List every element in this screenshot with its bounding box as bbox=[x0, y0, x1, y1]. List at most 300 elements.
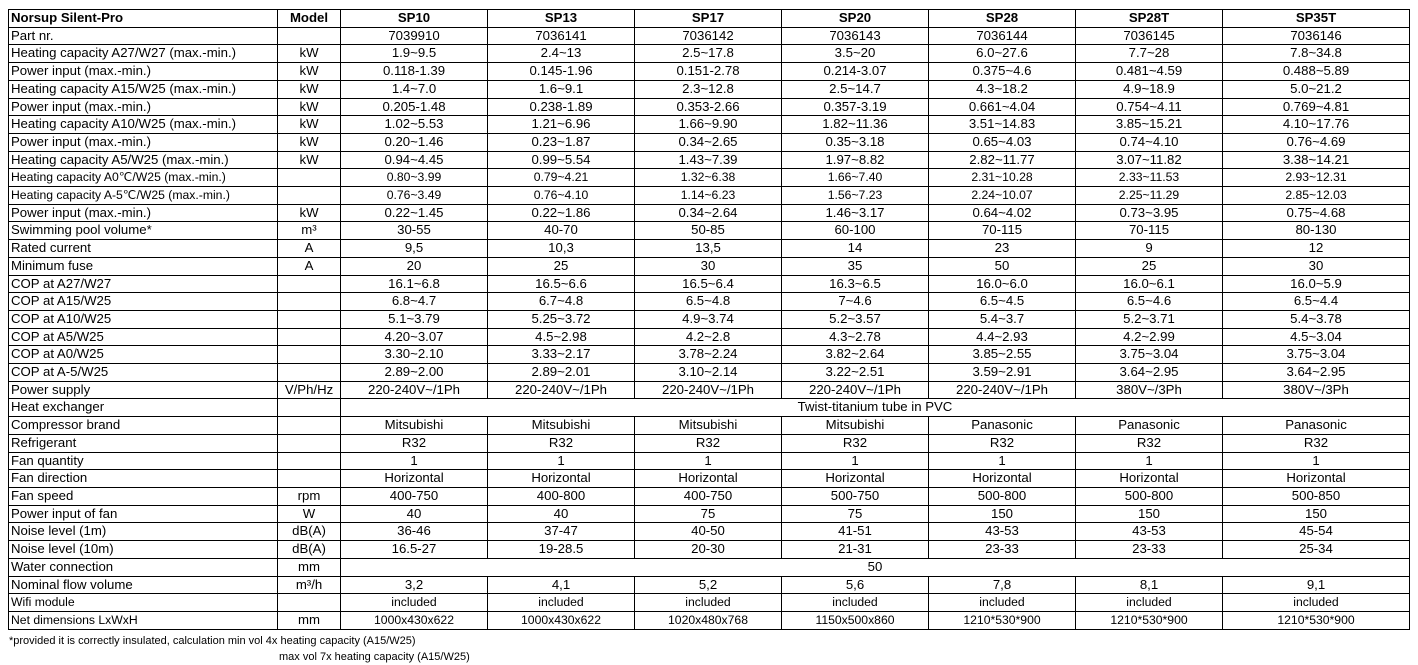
row-unit bbox=[278, 275, 341, 293]
value-cell: 6.5~4.5 bbox=[929, 293, 1076, 311]
value-cell: 13,5 bbox=[635, 240, 782, 258]
row-unit bbox=[278, 364, 341, 382]
row-label: Heating capacity A5/W25 (max.-min.) bbox=[9, 151, 278, 169]
model-header: Model bbox=[278, 10, 341, 28]
row-unit bbox=[278, 169, 341, 187]
table-row bbox=[9, 63, 1410, 81]
value-cell: 1000x430x622 bbox=[488, 611, 635, 629]
value-cell: 4,1 bbox=[488, 576, 635, 594]
value-cell: R32 bbox=[635, 434, 782, 452]
model-sp13: SP13 bbox=[488, 10, 635, 28]
value-cell: 20-30 bbox=[635, 541, 782, 559]
value-cell: 0.76~4.69 bbox=[1223, 133, 1410, 151]
value-cell: 1.66~9.90 bbox=[635, 116, 782, 134]
value-cell: 380V~/3Ph bbox=[1223, 381, 1410, 399]
table-row bbox=[9, 222, 1410, 240]
value-cell: 40 bbox=[488, 505, 635, 523]
value-cell: 0.22~1.45 bbox=[341, 204, 488, 222]
row-label: Noise level (1m) bbox=[9, 523, 278, 541]
value-cell: 4.2~2.8 bbox=[635, 328, 782, 346]
value-cell: included bbox=[929, 594, 1076, 612]
value-cell: 30 bbox=[1223, 257, 1410, 275]
value-cell: 5,6 bbox=[782, 576, 929, 594]
value-cell: 1 bbox=[1076, 452, 1223, 470]
value-cell: 8,1 bbox=[1076, 576, 1223, 594]
value-cell: 380V~/3Ph bbox=[1076, 381, 1223, 399]
value-cell: 21-31 bbox=[782, 541, 929, 559]
value-cell: 5.2~3.71 bbox=[1076, 310, 1223, 328]
value-cell: included bbox=[1223, 594, 1410, 612]
row-label: COP at A27/W27 bbox=[9, 275, 278, 293]
row-label: Minimum fuse bbox=[9, 257, 278, 275]
value-cell: 23-33 bbox=[1076, 541, 1223, 559]
value-cell: 3.85~15.21 bbox=[1076, 116, 1223, 134]
table-row bbox=[9, 328, 1410, 346]
row-unit: rpm bbox=[278, 487, 341, 505]
value-cell: 30 bbox=[635, 257, 782, 275]
row-unit bbox=[278, 470, 341, 488]
table-row bbox=[9, 381, 1410, 399]
value-cell: 2.89~2.01 bbox=[488, 364, 635, 382]
value-cell: 4.5~2.98 bbox=[488, 328, 635, 346]
row-unit: m³/h bbox=[278, 576, 341, 594]
value-cell: 150 bbox=[1076, 505, 1223, 523]
value-cell: 3.22~2.51 bbox=[782, 364, 929, 382]
value-cell: 0.73~3.95 bbox=[1076, 204, 1223, 222]
table-row bbox=[9, 594, 1410, 612]
value-cell: 9,1 bbox=[1223, 576, 1410, 594]
value-cell: 1.97~8.82 bbox=[782, 151, 929, 169]
value-cell: 5.1~3.79 bbox=[341, 310, 488, 328]
value-cell: Horizontal bbox=[782, 470, 929, 488]
row-unit bbox=[278, 187, 341, 205]
value-cell: 3.5~20 bbox=[782, 45, 929, 63]
table-row bbox=[9, 434, 1410, 452]
value-cell: 4.20~3.07 bbox=[341, 328, 488, 346]
value-cell: 0.20~1.46 bbox=[341, 133, 488, 151]
table-row bbox=[9, 346, 1410, 364]
row-unit: V/Ph/Hz bbox=[278, 381, 341, 399]
value-cell: 1 bbox=[929, 452, 1076, 470]
value-cell: 2.5~17.8 bbox=[635, 45, 782, 63]
value-cell: 500-750 bbox=[782, 487, 929, 505]
value-cell: 7036141 bbox=[488, 27, 635, 45]
value-cell: 16.5~6.6 bbox=[488, 275, 635, 293]
value-cell: 3.64~2.95 bbox=[1223, 364, 1410, 382]
row-unit: A bbox=[278, 240, 341, 258]
value-cell: 5.25~3.72 bbox=[488, 310, 635, 328]
value-cell: 6.5~4.4 bbox=[1223, 293, 1410, 311]
value-cell: 25-34 bbox=[1223, 541, 1410, 559]
value-cell: 4.2~2.99 bbox=[1076, 328, 1223, 346]
value-cell: 30-55 bbox=[341, 222, 488, 240]
row-label: COP at A5/W25 bbox=[9, 328, 278, 346]
value-cell: 2.3~12.8 bbox=[635, 80, 782, 98]
value-cell: 1.21~6.96 bbox=[488, 116, 635, 134]
table-row bbox=[9, 80, 1410, 98]
table-row bbox=[9, 116, 1410, 134]
value-cell: 4.10~17.76 bbox=[1223, 116, 1410, 134]
value-cell: 3.64~2.95 bbox=[1076, 364, 1223, 382]
value-cell: 7036142 bbox=[635, 27, 782, 45]
value-cell: 500-800 bbox=[1076, 487, 1223, 505]
value-cell: 4.5~3.04 bbox=[1223, 328, 1410, 346]
value-cell: 0.99~5.54 bbox=[488, 151, 635, 169]
row-unit: m³ bbox=[278, 222, 341, 240]
table-row bbox=[9, 541, 1410, 559]
table-row bbox=[9, 611, 1410, 629]
row-label: Heating capacity A27/W27 (max.-min.) bbox=[9, 45, 278, 63]
value-cell: 16.1~6.8 bbox=[341, 275, 488, 293]
value-cell: 5.0~21.2 bbox=[1223, 80, 1410, 98]
value-cell: 0.353-2.66 bbox=[635, 98, 782, 116]
row-label: COP at A15/W25 bbox=[9, 293, 278, 311]
value-cell: 70-115 bbox=[929, 222, 1076, 240]
table-row bbox=[9, 452, 1410, 470]
value-cell: 0.76~4.10 bbox=[488, 187, 635, 205]
row-label: Heating capacity A10/W25 (max.-min.) bbox=[9, 116, 278, 134]
value-cell: 7.7~28 bbox=[1076, 45, 1223, 63]
value-cell: 2.82~11.77 bbox=[929, 151, 1076, 169]
footnote-line-1: *provided it is correctly insulated, calculation min vol 4x heating capacity (A15/W25) bbox=[9, 635, 416, 647]
row-unit: W bbox=[278, 505, 341, 523]
table-row bbox=[9, 399, 1410, 417]
row-unit: kW bbox=[278, 151, 341, 169]
row-unit: kW bbox=[278, 63, 341, 81]
spec-body bbox=[9, 27, 1410, 629]
value-cell: 3.85~2.55 bbox=[929, 346, 1076, 364]
value-cell: 1 bbox=[782, 452, 929, 470]
value-cell: 0.23~1.87 bbox=[488, 133, 635, 151]
row-label: Wifi module bbox=[9, 594, 278, 612]
value-cell: 400-750 bbox=[341, 487, 488, 505]
value-cell: 1210*530*900 bbox=[1076, 611, 1223, 629]
value-cell: 16.5-27 bbox=[341, 541, 488, 559]
value-cell: R32 bbox=[1223, 434, 1410, 452]
value-cell: 0.34~2.64 bbox=[635, 204, 782, 222]
value-cell: 0.35~3.18 bbox=[782, 133, 929, 151]
row-unit bbox=[278, 434, 341, 452]
value-cell: 7039910 bbox=[341, 27, 488, 45]
value-cell: 0.74~4.10 bbox=[1076, 133, 1223, 151]
value-cell: R32 bbox=[341, 434, 488, 452]
value-cell: 0.94~4.45 bbox=[341, 151, 488, 169]
table-row bbox=[9, 558, 1410, 576]
table-row bbox=[9, 523, 1410, 541]
value-cell: R32 bbox=[488, 434, 635, 452]
value-cell: 19-28.5 bbox=[488, 541, 635, 559]
table-row bbox=[9, 293, 1410, 311]
value-cell: 4.9~3.74 bbox=[635, 310, 782, 328]
table-row bbox=[9, 487, 1410, 505]
row-label: Fan direction bbox=[9, 470, 278, 488]
value-cell: 2.31~10.28 bbox=[929, 169, 1076, 187]
row-unit bbox=[278, 594, 341, 612]
row-label: COP at A-5/W25 bbox=[9, 364, 278, 382]
value-cell: 10,3 bbox=[488, 240, 635, 258]
row-label: Rated current bbox=[9, 240, 278, 258]
value-cell: 220-240V~/1Ph bbox=[929, 381, 1076, 399]
table-row bbox=[9, 417, 1410, 435]
value-cell: 2.4~13 bbox=[488, 45, 635, 63]
row-label: Nominal flow volume bbox=[9, 576, 278, 594]
table-row bbox=[9, 27, 1410, 45]
value-cell: Horizontal bbox=[1076, 470, 1223, 488]
value-cell: 2.5~14.7 bbox=[782, 80, 929, 98]
value-cell: 0.769~4.81 bbox=[1223, 98, 1410, 116]
value-cell: Panasonic bbox=[1076, 417, 1223, 435]
row-unit bbox=[278, 417, 341, 435]
value-cell: 16.5~6.4 bbox=[635, 275, 782, 293]
value-cell: 1.4~7.0 bbox=[341, 80, 488, 98]
model-sp17: SP17 bbox=[635, 10, 782, 28]
value-cell: 43-53 bbox=[929, 523, 1076, 541]
row-unit: mm bbox=[278, 558, 341, 576]
row-unit: A bbox=[278, 257, 341, 275]
row-unit: kW bbox=[278, 133, 341, 151]
value-cell: 5,2 bbox=[635, 576, 782, 594]
value-cell: 1.46~3.17 bbox=[782, 204, 929, 222]
value-cell: 40 bbox=[341, 505, 488, 523]
value-cell: 45-54 bbox=[1223, 523, 1410, 541]
value-cell: 0.64~4.02 bbox=[929, 204, 1076, 222]
table-title: Norsup Silent-Pro bbox=[9, 10, 278, 28]
value-cell: 1 bbox=[341, 452, 488, 470]
table-row bbox=[9, 133, 1410, 151]
value-cell: 7.8~34.8 bbox=[1223, 45, 1410, 63]
value-cell: 3.38~14.21 bbox=[1223, 151, 1410, 169]
value-cell: 2.89~2.00 bbox=[341, 364, 488, 382]
value-cell: 36-46 bbox=[341, 523, 488, 541]
value-cell: 41-51 bbox=[782, 523, 929, 541]
value-cell: Mitsubishi bbox=[635, 417, 782, 435]
value-cell: 6.5~4.6 bbox=[1076, 293, 1223, 311]
value-cell: 1.82~11.36 bbox=[782, 116, 929, 134]
table-row bbox=[9, 275, 1410, 293]
value-cell: 150 bbox=[929, 505, 1076, 523]
value-cell: 1.66~7.40 bbox=[782, 169, 929, 187]
value-cell: 23-33 bbox=[929, 541, 1076, 559]
row-unit: dB(A) bbox=[278, 541, 341, 559]
value-cell: Horizontal bbox=[341, 470, 488, 488]
value-cell: 0.375~4.6 bbox=[929, 63, 1076, 81]
value-cell: 3.75~3.04 bbox=[1223, 346, 1410, 364]
value-cell: 80-130 bbox=[1223, 222, 1410, 240]
value-cell: R32 bbox=[1076, 434, 1223, 452]
model-sp28t: SP28T bbox=[1076, 10, 1223, 28]
value-cell: 220-240V~/1Ph bbox=[341, 381, 488, 399]
table-row bbox=[9, 364, 1410, 382]
value-cell: Horizontal bbox=[635, 470, 782, 488]
table-row bbox=[9, 505, 1410, 523]
value-cell: 3,2 bbox=[341, 576, 488, 594]
value-cell: 0.79~4.21 bbox=[488, 169, 635, 187]
value-cell: 2.25~11.29 bbox=[1076, 187, 1223, 205]
row-unit bbox=[278, 399, 341, 417]
value-cell: 1.14~6.23 bbox=[635, 187, 782, 205]
value-cell: included bbox=[782, 594, 929, 612]
table-row bbox=[9, 576, 1410, 594]
merged-value-cell: 50 bbox=[341, 558, 1410, 576]
row-label: Heating capacity A-5℃/W25 (max.-min.) bbox=[9, 187, 278, 205]
value-cell: 0.238-1.89 bbox=[488, 98, 635, 116]
row-unit bbox=[278, 310, 341, 328]
value-cell: 16.0~6.1 bbox=[1076, 275, 1223, 293]
row-unit bbox=[278, 27, 341, 45]
value-cell: 3.75~3.04 bbox=[1076, 346, 1223, 364]
value-cell: 0.34~2.65 bbox=[635, 133, 782, 151]
row-label: Noise level (10m) bbox=[9, 541, 278, 559]
value-cell: 9 bbox=[1076, 240, 1223, 258]
value-cell: 25 bbox=[488, 257, 635, 275]
value-cell: 70-115 bbox=[1076, 222, 1223, 240]
value-cell: 20 bbox=[341, 257, 488, 275]
row-label: Heating capacity A15/W25 (max.-min.) bbox=[9, 80, 278, 98]
row-label: Part nr. bbox=[9, 27, 278, 45]
value-cell: Horizontal bbox=[929, 470, 1076, 488]
table-row bbox=[9, 45, 1410, 63]
value-cell: included bbox=[635, 594, 782, 612]
value-cell: Mitsubishi bbox=[488, 417, 635, 435]
value-cell: 5.2~3.57 bbox=[782, 310, 929, 328]
value-cell: 0.75~4.68 bbox=[1223, 204, 1410, 222]
value-cell: 6.7~4.8 bbox=[488, 293, 635, 311]
value-cell: 3.33~2.17 bbox=[488, 346, 635, 364]
value-cell: 2.93~12.31 bbox=[1223, 169, 1410, 187]
row-label: Fan quantity bbox=[9, 452, 278, 470]
value-cell: 1210*530*900 bbox=[929, 611, 1076, 629]
row-label: Swimming pool volume* bbox=[9, 222, 278, 240]
value-cell: 40-70 bbox=[488, 222, 635, 240]
value-cell: 0.151-2.78 bbox=[635, 63, 782, 81]
table-row bbox=[9, 240, 1410, 258]
row-unit bbox=[278, 293, 341, 311]
value-cell: 1020x480x768 bbox=[635, 611, 782, 629]
row-label: COP at A0/W25 bbox=[9, 346, 278, 364]
value-cell: Horizontal bbox=[1223, 470, 1410, 488]
value-cell: 37-47 bbox=[488, 523, 635, 541]
value-cell: 0.488~5.89 bbox=[1223, 63, 1410, 81]
value-cell: 16.0~6.0 bbox=[929, 275, 1076, 293]
value-cell: 50 bbox=[929, 257, 1076, 275]
value-cell: 3.30~2.10 bbox=[341, 346, 488, 364]
value-cell: 14 bbox=[782, 240, 929, 258]
value-cell: 7036144 bbox=[929, 27, 1076, 45]
value-cell: 6.5~4.8 bbox=[635, 293, 782, 311]
value-cell: 1000x430x622 bbox=[341, 611, 488, 629]
value-cell: 1150x500x860 bbox=[782, 611, 929, 629]
value-cell: 400-750 bbox=[635, 487, 782, 505]
model-sp35t: SP35T bbox=[1223, 10, 1410, 28]
value-cell: 40-50 bbox=[635, 523, 782, 541]
table-row bbox=[9, 187, 1410, 205]
value-cell: 6.8~4.7 bbox=[341, 293, 488, 311]
value-cell: 1.32~6.38 bbox=[635, 169, 782, 187]
value-cell: Mitsubishi bbox=[341, 417, 488, 435]
value-cell: 4.3~2.78 bbox=[782, 328, 929, 346]
value-cell: Panasonic bbox=[1223, 417, 1410, 435]
value-cell: Mitsubishi bbox=[782, 417, 929, 435]
value-cell: 3.07~11.82 bbox=[1076, 151, 1223, 169]
row-label: Power input (max.-min.) bbox=[9, 133, 278, 151]
value-cell: 0.118-1.39 bbox=[341, 63, 488, 81]
row-label: COP at A10/W25 bbox=[9, 310, 278, 328]
value-cell: 7036145 bbox=[1076, 27, 1223, 45]
value-cell: 7~4.6 bbox=[782, 293, 929, 311]
value-cell: Horizontal bbox=[488, 470, 635, 488]
value-cell: R32 bbox=[782, 434, 929, 452]
value-cell: 3.51~14.83 bbox=[929, 116, 1076, 134]
row-unit: kW bbox=[278, 98, 341, 116]
value-cell: 0.754~4.11 bbox=[1076, 98, 1223, 116]
value-cell: 500-800 bbox=[929, 487, 1076, 505]
row-label: Heat exchanger bbox=[9, 399, 278, 417]
value-cell: 35 bbox=[782, 257, 929, 275]
row-label: Water connection bbox=[9, 558, 278, 576]
table-row bbox=[9, 169, 1410, 187]
footnote-line-2: max vol 7x heating capacity (A15/W25) bbox=[279, 651, 470, 663]
value-cell: included bbox=[341, 594, 488, 612]
row-label: Power input of fan bbox=[9, 505, 278, 523]
row-unit: dB(A) bbox=[278, 523, 341, 541]
value-cell: 9,5 bbox=[341, 240, 488, 258]
table-row bbox=[9, 257, 1410, 275]
value-cell: 0.80~3.99 bbox=[341, 169, 488, 187]
value-cell: included bbox=[488, 594, 635, 612]
value-cell: 4.4~2.93 bbox=[929, 328, 1076, 346]
value-cell: 1.02~5.53 bbox=[341, 116, 488, 134]
row-label: Heating capacity A0℃/W25 (max.-min.) bbox=[9, 169, 278, 187]
value-cell: 1.56~7.23 bbox=[782, 187, 929, 205]
value-cell: R32 bbox=[929, 434, 1076, 452]
value-cell: 5.4~3.7 bbox=[929, 310, 1076, 328]
row-label: Power input (max.-min.) bbox=[9, 204, 278, 222]
value-cell: 7036143 bbox=[782, 27, 929, 45]
value-cell: 4.9~18.9 bbox=[1076, 80, 1223, 98]
value-cell: 25 bbox=[1076, 257, 1223, 275]
value-cell: 3.78~2.24 bbox=[635, 346, 782, 364]
value-cell: 0.65~4.03 bbox=[929, 133, 1076, 151]
value-cell: 220-240V~/1Ph bbox=[635, 381, 782, 399]
value-cell: Panasonic bbox=[929, 417, 1076, 435]
value-cell: 50-85 bbox=[635, 222, 782, 240]
model-sp28: SP28 bbox=[929, 10, 1076, 28]
row-label: Net dimensions LxWxH bbox=[9, 611, 278, 629]
row-unit bbox=[278, 346, 341, 364]
value-cell: 3.82~2.64 bbox=[782, 346, 929, 364]
table-row bbox=[9, 98, 1410, 116]
value-cell: 0.205-1.48 bbox=[341, 98, 488, 116]
value-cell: 220-240V~/1Ph bbox=[488, 381, 635, 399]
model-sp20: SP20 bbox=[782, 10, 929, 28]
row-unit: kW bbox=[278, 80, 341, 98]
value-cell: 1210*530*900 bbox=[1223, 611, 1410, 629]
value-cell: 6.0~27.6 bbox=[929, 45, 1076, 63]
value-cell: 0.481~4.59 bbox=[1076, 63, 1223, 81]
value-cell: 0.145-1.96 bbox=[488, 63, 635, 81]
value-cell: 16.0~5.9 bbox=[1223, 275, 1410, 293]
value-cell: 12 bbox=[1223, 240, 1410, 258]
merged-value-cell: Twist-titanium tube in PVC bbox=[341, 399, 1410, 417]
table-row bbox=[9, 310, 1410, 328]
value-cell: 1.43~7.39 bbox=[635, 151, 782, 169]
value-cell: 43-53 bbox=[1076, 523, 1223, 541]
row-label: Power input (max.-min.) bbox=[9, 98, 278, 116]
value-cell: 23 bbox=[929, 240, 1076, 258]
model-sp10: SP10 bbox=[341, 10, 488, 28]
row-unit: kW bbox=[278, 116, 341, 134]
value-cell: 3.59~2.91 bbox=[929, 364, 1076, 382]
